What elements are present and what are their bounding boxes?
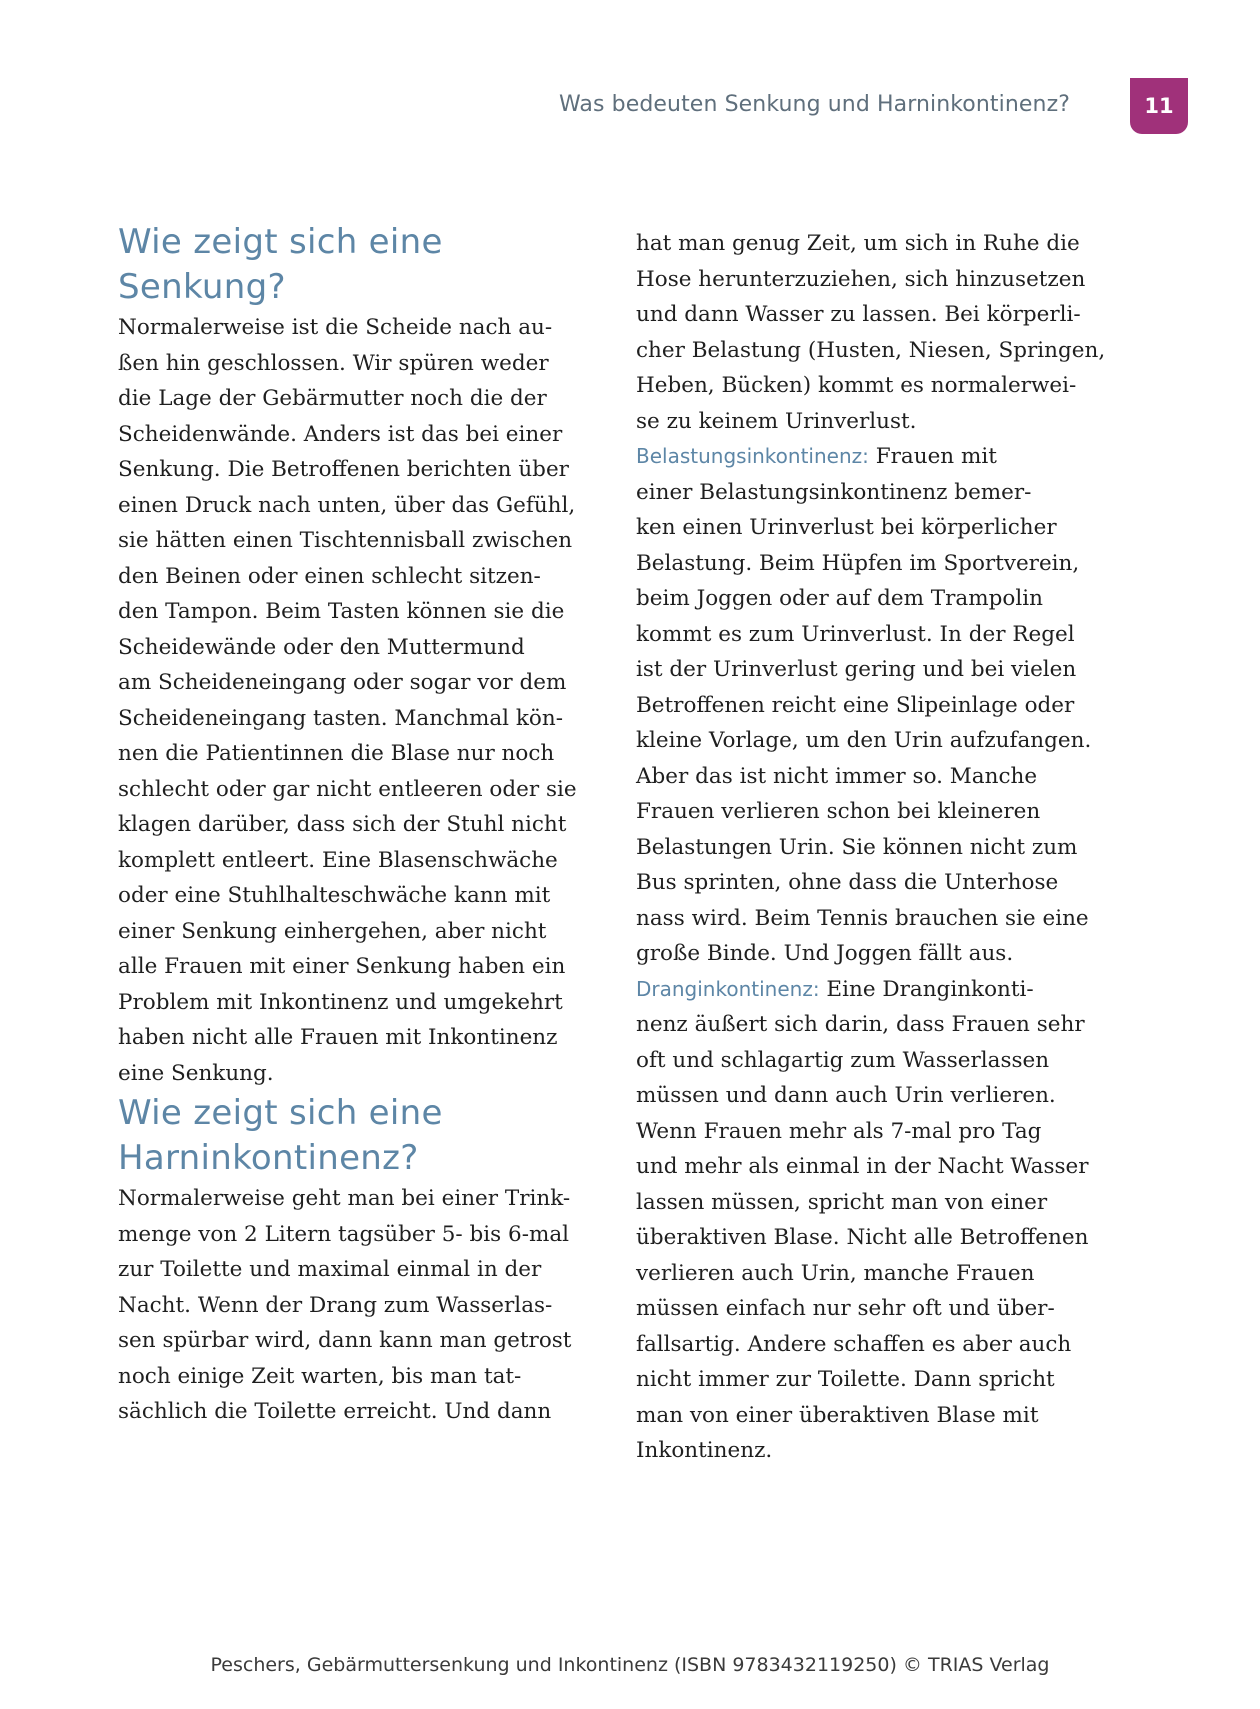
- text-belastungsinkontinenz: Frauen mit einer Belastungsinkontinenz bemer- ken einen Urinverlust bei körperlicher Belastung. Beim Hüpfen im Sportverein, beim Joggen oder auf dem Trampolin kommt es zum Urinverlust. In der Regel ist der Urinverlust gering und bei vielen Betroffenen reicht eine Slipeinlage oder kleine Vorlage, um den Urin aufzufangen. Aber das ist nicht immer so. Manche Frauen verlieren schon bei kleineren Belastungen Urin. Sie können nicht zum Bus sprinten, ohne dass die Unterhose nass wird. Beim Tennis brauchen sie eine große Binde. Und Joggen fällt aus.: [636, 444, 1092, 966]
- paragraph-senkung: Normalerweise ist die Scheide nach au- ßen hin geschlossen. Wir spüren weder die Lage der Gebärmutter noch die der Scheidenwände. Anders ist das bei einer Senkung. Die Betroffenen berichten über einen Druck nach unten, über das Gefühl, sie hätten einen Tischtennisball zwischen den Beinen oder einen schlecht sitzen- den Tampon. Beim Tasten können sie die Scheidewände oder den Muttermund am Scheideneingang oder sogar vor dem Scheideneingang tasten. Manchmal kön- nen die Patientinnen die Blase nur noch schlecht oder gar nicht entleeren oder sie klagen darüber, dass sich der Stuhl nicht komplett entleert. Eine Blasenschwäche oder eine Stuhlhalteschwäche kann mit einer Senkung einhergehen, aber nicht alle Frauen mit einer Senkung haben ein Problem mit Inkontinenz und umgekehrt haben nicht alle Frauen mit Inkontinenz eine Senkung.: [118, 315, 577, 1086]
- paragraph-dranginkontinenz: [636, 972, 1116, 1469]
- right-column: [636, 226, 1116, 1469]
- paragraph-belastungsinkontinenz: [636, 439, 1116, 972]
- text-dranginkontinenz: Eine Dranginkonti- nenz äußert sich darin, dass Frauen sehr oft und schlagartig zum Wasserlassen müssen und dann auch Urin verlieren. Wenn Frauen mehr als 7-mal pro Tag und mehr als einmal in der Nacht Wasser lassen müssen, spricht man von einer überaktiven Blase. Nicht alle Betroffenen verlieren auch Urin, manche Frauen müssen einfach nur sehr oft und über- fallsartig. Andere schaffen es aber auch nicht immer zur Toilette. Dann spricht man von einer überaktiven Blase mit Inkontinenz.: [636, 976, 1089, 1463]
- paragraph-harninkontinenz: Normalerweise geht man bei einer Trink- menge von 2 Litern tagsüber 5- bis 6-mal zur Toilette und maximal einmal in der Nacht. Wenn der Drang zum Wasserlas- sen spürbar wird, dann kann man getrost noch einige Zeit warten, bis man tat- sächlich die Toilette erreicht. Und dann: [118, 1186, 572, 1424]
- page-number-badge: 11: [1130, 78, 1188, 134]
- heading-harninkontinenz: Wie zeigt sich eine Harninkontinenz?: [118, 1093, 443, 1178]
- lead-dranginkontinenz: Dranginkontinenz:: [636, 976, 820, 1001]
- footer-copyright: Peschers, Gebärmuttersenkung und Inkontinenz (ISBN 9783432119250) © TRIAS Verlag: [210, 1654, 1050, 1676]
- paragraph-continued: hat man genug Zeit, um sich in Ruhe die Hose herunterzuziehen, sich hinzusetzen und dann Wasser zu lassen. Bei körperli- cher Belastung (Husten, Niesen, Springen, Heben, Bücken) kommt es normalerwei- se zu keinem Urinverlust.: [636, 231, 1106, 434]
- heading-senkung: Wie zeigt sich eine Senkung?: [118, 222, 443, 307]
- running-header-title: Was bedeuten Senkung und Harninkontinenz?: [558, 92, 1070, 117]
- left-column: [118, 220, 600, 1430]
- lead-belastungsinkontinenz: Belastungsinkontinenz:: [636, 444, 869, 468]
